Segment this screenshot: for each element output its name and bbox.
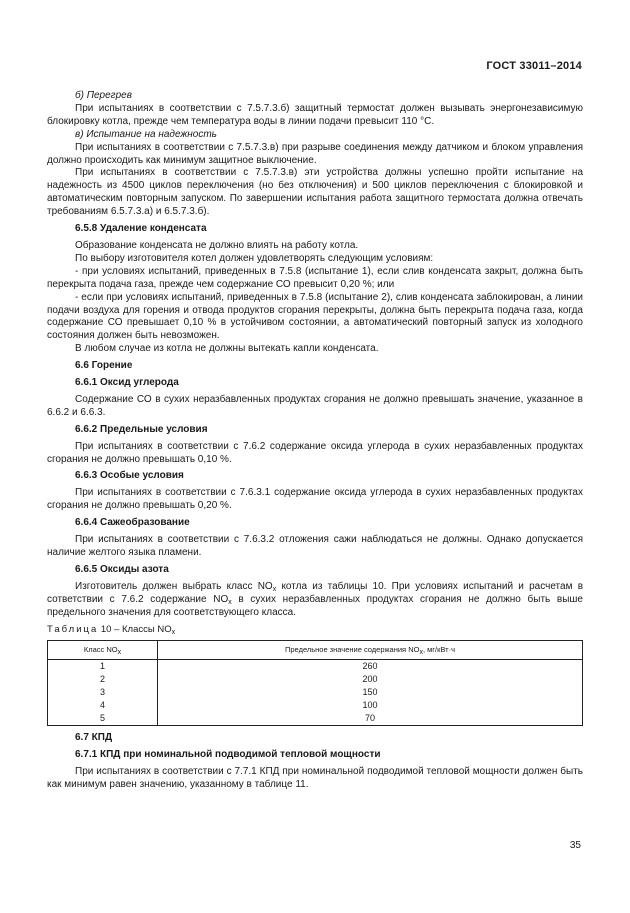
cell-class: 1 xyxy=(48,660,158,673)
table-row xyxy=(48,673,583,686)
table-row xyxy=(48,699,583,712)
section-heading-6-7: 6.7 КПД xyxy=(75,731,113,743)
table-row xyxy=(48,660,583,673)
section-heading-6-5-8: 6.5.8 Удаление конденсата xyxy=(75,223,207,235)
section-6-6-3-text: При испытаниях в соответствии с 7.6.3.1 содержание оксида углерода в сухих неразбавленных продуктах сгорания не должно превышать 0,20 %. xyxy=(47,487,583,512)
table-10-caption xyxy=(47,624,583,637)
page-content xyxy=(47,90,583,792)
section-heading-6-6-1: 6.6.1 Оксид углерода xyxy=(75,377,179,389)
table-caption-subscript: x xyxy=(171,628,176,636)
cell-limit: 200 xyxy=(158,673,583,686)
cell-class: 3 xyxy=(48,686,158,699)
section-6-7-1-text: При испытаниях в соответствии с 7.7.1 КПД при номинальной подводимой тепловой мощности должен быть как минимум равен значению, указанному в таблице 11. xyxy=(47,765,583,790)
section-heading-6-6-3: 6.6.3 Особые условия xyxy=(75,470,184,482)
table-row xyxy=(48,712,583,725)
section-6-6-1-text: Содержание СО в сухих неразбавленных продуктах сгорания не должно превышать значение, указанное в 6.6.2 и 6.6.3. xyxy=(47,393,583,418)
section-heading-6-6-5: 6.6.5 Оксиды азота xyxy=(75,563,169,575)
nox-subscript: x xyxy=(272,585,277,593)
section-6-6-2-text: При испытаниях в соответствии с 7.6.2 содержание оксида углерода в сухих неразбавленных продуктах сгорания не должно превышать 0,10 %. xyxy=(47,440,583,465)
item-v-paragraph-2: При испытаниях в соответствии с 7.5.7.3.в) эти устройства должны успешно пройти испытание на надежность из 4500 циклов переключения (но без отключения) и 500 циклов переключения с блокировкой и автоматическим повторным запуском. По завершении испытания работа защитного термостата должна отвечать требованиям 6.5.7.3.а) и 6.5.7.3.б). xyxy=(47,167,583,218)
cell-class: 4 xyxy=(48,699,158,712)
item-v-paragraph-1: При испытаниях в соответствии с 7.5.7.3.в) при разрыве соединения между датчиком и блоком управления должно происходить как минимум защитное выключение. xyxy=(47,141,583,166)
cell-limit: 150 xyxy=(158,686,583,699)
section-6-5-8-paragraph-3: В любом случае из котла не должны вытекать капли конденсата. xyxy=(75,343,379,355)
table-caption-label: Таблица xyxy=(47,623,99,635)
section-6-6-5-text xyxy=(47,581,583,620)
nox-text-part-1: Изготовитель должен выбрать класс NO xyxy=(75,580,273,592)
table-row xyxy=(48,686,583,699)
section-heading-6-6: 6.6 Горение xyxy=(75,360,133,372)
section-heading-6-6-4: 6.6.4 Сажеобразование xyxy=(75,517,190,529)
table-caption-title: 10 – Классы NO xyxy=(100,623,172,635)
item-v-label: в) Испытание на надежность xyxy=(75,128,217,140)
page-number: 35 xyxy=(569,840,581,851)
section-6-5-8-bullet-1: - при условиях испытаний, приведенных в 7.5.8 (испытание 1), если слив конденсата закрыт, должна быть перекрыта подача газа, прежде чем содержание СО превысит 0,20 %; или xyxy=(47,265,583,290)
section-6-6-4-text: При испытаниях в соответствии с 7.6.3.2 отложения сажи наблюдаться не должны. Однако допускается наличие желтого языка пламени. xyxy=(47,534,583,558)
table-header-row xyxy=(48,641,583,660)
nox-subscript: x xyxy=(228,598,232,606)
section-heading-6-7-1: 6.7.1 КПД при номинальной подводимой тепловой мощности xyxy=(75,748,381,760)
cell-limit: 70 xyxy=(158,712,583,725)
nox-text-part-2: котла из таблицы 10. При условиях испытаний и расчетам в сответствии с 7.6.2 содержание NO xyxy=(47,580,584,605)
section-heading-6-6-2: 6.6.2 Предельные условия xyxy=(75,423,208,435)
nox-text-part-3: в сухих неразбавленных продуктах сгорания не должно быть выше предельного значения для соответствующего класса. xyxy=(47,593,583,618)
section-6-5-8-paragraph-2: По выбору изготовителя котел должен удовлетворять следующим условиям: xyxy=(75,252,434,264)
column-header-class: Класс $NO_x$ xyxy=(48,641,158,660)
cell-limit: 260 xyxy=(158,660,583,673)
cell-class: 2 xyxy=(48,673,158,686)
section-6-5-8-paragraph-1: Образование конденсата не должно влиять на работу котла. xyxy=(75,239,359,251)
table-10-nox-classes xyxy=(47,640,583,726)
item-b-text: При испытаниях в соответствии с 7.5.7.3.б) защитный термостат должен вызывать энергонезависимую блокировку котла, прежде чем температура воды в линии подачи превысит 110 °С. xyxy=(47,102,583,127)
item-b-label: б) Перегрев xyxy=(75,90,132,101)
section-6-5-8-bullet-2: - если при условиях испытаний, приведенных в 7.5.8 (испытание 2), слив конденсата заблокирован, а линии подачи воздуха для горения и отвода продуктов сгорания перекрыты, должна быть перекрыта подача газа, когда содержание СО превышает 0,10 % в устойчивом состоянии, а автоматический повторный запуск из холодного состояния должен быть невозможен. xyxy=(47,291,583,342)
column-header-limit: Предельное значение содержания $NO_x$, мг/кВт·ч xyxy=(158,641,583,660)
cell-limit: 100 xyxy=(158,699,583,712)
cell-class: 5 xyxy=(48,712,158,725)
standard-header: ГОСТ 33011–2014 xyxy=(486,60,582,72)
